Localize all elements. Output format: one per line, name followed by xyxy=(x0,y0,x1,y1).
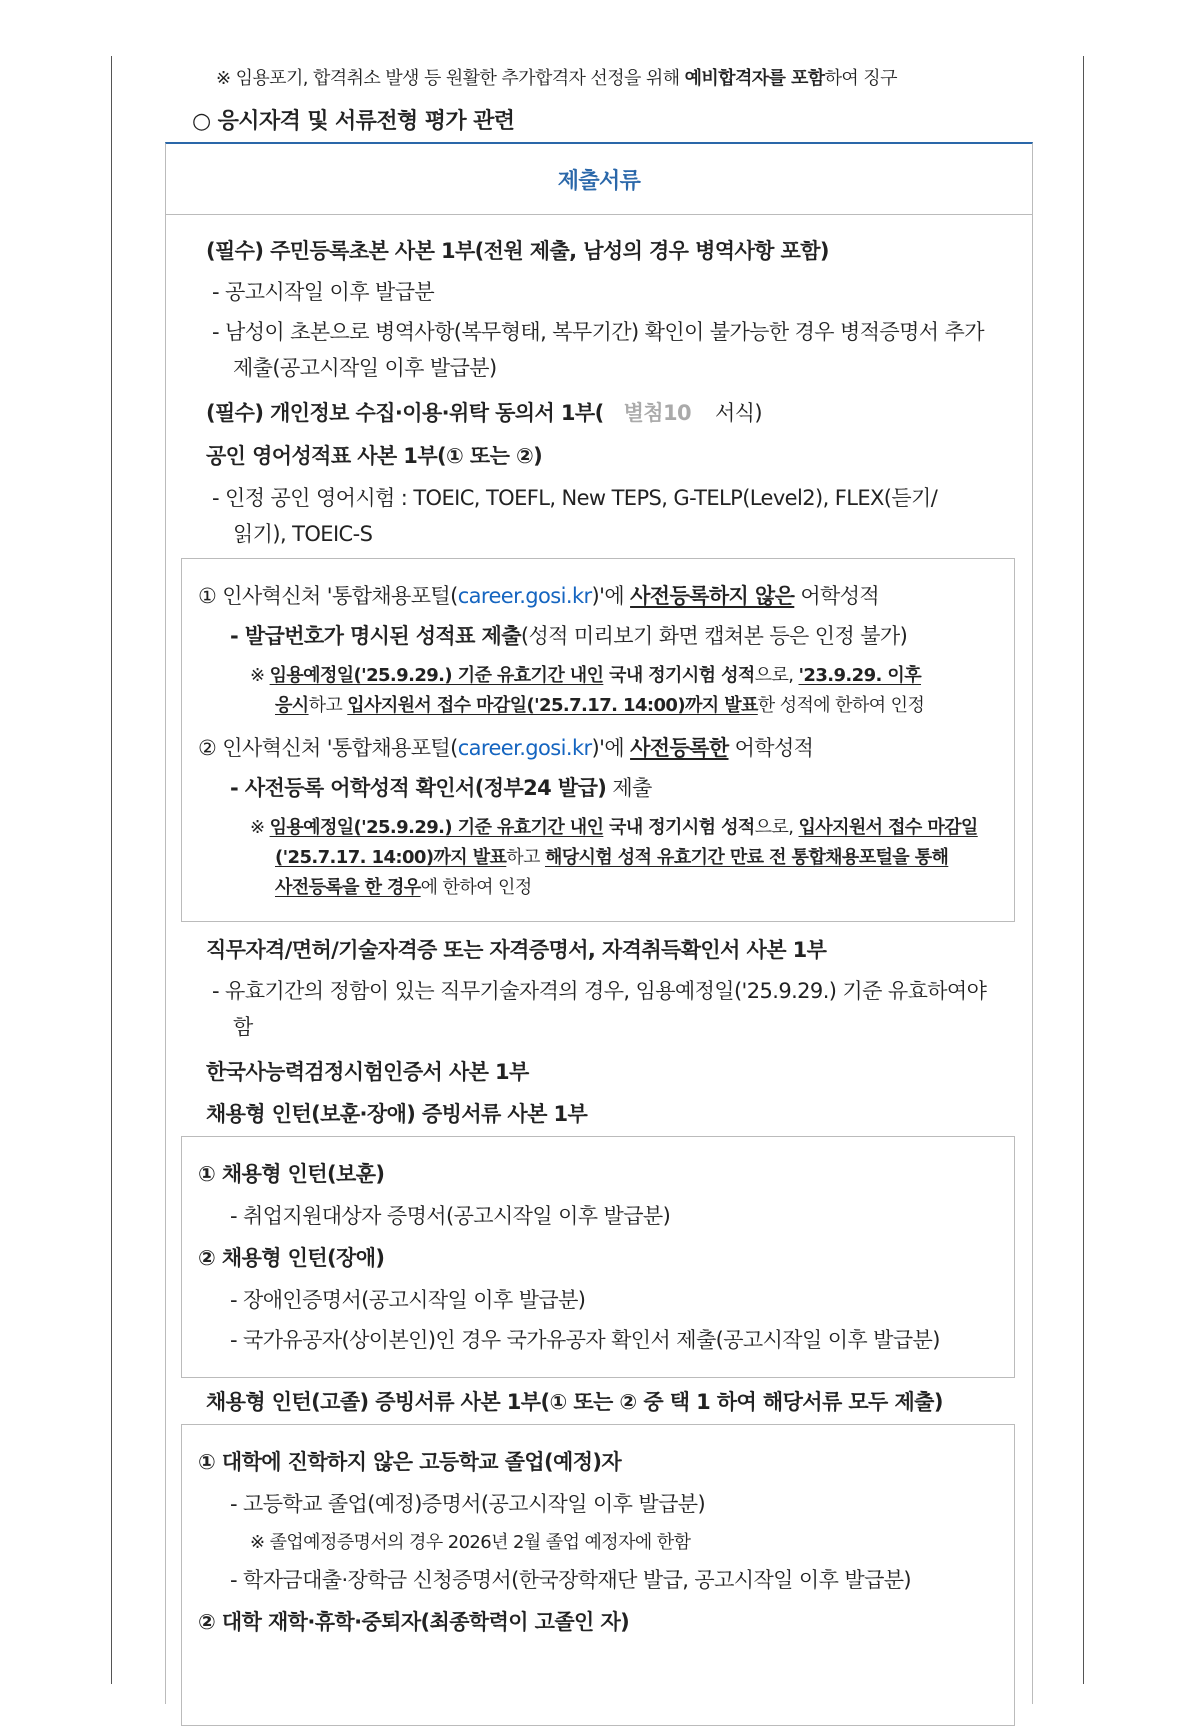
intern-vet-option-1: ① 채용형 인턴(보훈) xyxy=(198,1162,385,1186)
note-text: ※ 임용포기, 합격취소 발생 등 원활한 추가합격자 선정을 위해 xyxy=(216,68,685,89)
note-emphasis: 응시 xyxy=(275,695,309,716)
english-option-1-note xyxy=(250,661,921,687)
note-emphasis: 임용예정일('25.9.29.) 기준 유효기간 내인 xyxy=(269,665,604,686)
intern-vet-option-2: ② 채용형 인턴(장애) xyxy=(198,1246,385,1270)
resident-item: - 남성이 초본으로 병역사항(복무형태, 복무기간) 확인이 불가능한 경우 병적증명서 추가 xyxy=(212,320,984,344)
note-bold: 국내 정기시험 성적 xyxy=(603,665,755,686)
intern-hs-option-1: ① 대학에 진학하지 않은 고등학교 졸업(예정)자 xyxy=(198,1450,622,1474)
option-text: 어학성적 xyxy=(794,584,880,608)
english-option-2-note-cont xyxy=(275,843,948,869)
note-text: 으로, xyxy=(754,665,799,686)
option-text: )'에 xyxy=(591,736,631,760)
note-emphasis: 임용예정일('25.9.29.) 기준 유효기간 내인 xyxy=(269,817,604,838)
note-text: 하고 xyxy=(308,695,348,716)
license-item: - 유효기간의 정함이 있는 직무기술자격의 경우, 임용예정일('25.9.29.) 기준 유효하여야 xyxy=(212,979,987,1003)
intern-vet-option-1-item: - 취업지원대상자 증명서(공고시작일 이후 발급분) xyxy=(230,1204,671,1228)
resident-heading: (필수) 주민등록초본 사본 1부(전원 제출, 남성의 경우 병역사항 포함) xyxy=(206,239,829,263)
intern-hs-option-1-item: - 학자금대출·장학금 신청증명서(한국장학재단 발급, 공고시작일 이후 발급분) xyxy=(230,1568,912,1592)
left-page-rule xyxy=(111,56,112,1684)
career-portal-link[interactable]: career.gosi.kr xyxy=(457,584,592,608)
history-cert-heading: 한국사능력검정시험인증서 사본 1부 xyxy=(206,1060,529,1084)
english-item-cont: 읽기), TOEIC-S xyxy=(233,522,373,546)
note-text: 하고 xyxy=(506,847,545,868)
note-emphasis: ('25.7.17. 14:00)까지 발표 xyxy=(275,847,507,868)
note-emphasis: 해당시험 성적 유효기간 만료 전 통합채용포털을 통해 xyxy=(544,847,949,868)
intern-hs-option-2: ② 대학 재학·휴학·중퇴자(최종학력이 고졸인 자) xyxy=(198,1610,630,1634)
note-emphasis: 사전등록을 한 경우 xyxy=(275,877,421,898)
career-portal-link[interactable]: career.gosi.kr xyxy=(457,736,592,760)
privacy-heading xyxy=(206,397,762,427)
english-item: - 인정 공인 영어시험 : TOEIC, TOEFL, New TEPS, G-TELP(Level2), FLEX(듣기/ xyxy=(212,486,938,510)
attachment-ref: 별첨10 xyxy=(623,401,691,425)
note-text: 으로, xyxy=(754,817,799,838)
english-option-1-dash xyxy=(230,620,907,650)
note-text: 하여 징구 xyxy=(824,68,897,89)
option-text: )'에 xyxy=(591,584,631,608)
dash-text: 제출 xyxy=(606,776,652,800)
english-option-2-note-cont xyxy=(275,873,532,899)
license-heading: 직무자격/면허/기술자격증 또는 자격증명서, 자격취득확인서 사본 1부 xyxy=(206,938,827,962)
note-text: 에 한하여 인정 xyxy=(420,877,532,898)
note-emphasis: '23.9.29. 이후 xyxy=(798,665,921,686)
english-option-2-note xyxy=(250,813,978,839)
english-heading: 공인 영어성적표 사본 1부(① 또는 ②) xyxy=(206,444,543,468)
intern-vet-option-2-item: - 장애인증명서(공고시작일 이후 발급분) xyxy=(230,1288,586,1312)
privacy-text: (필수) 개인정보 수집·이용·위탁 동의서 1부( xyxy=(206,401,604,425)
right-page-rule xyxy=(1083,56,1084,1684)
english-option-1 xyxy=(198,580,879,610)
note-bold: 국내 정기시험 성적 xyxy=(603,817,755,838)
reserve-candidate-note xyxy=(216,64,897,90)
option-text: ① 인사혁신처 '통합채용포털( xyxy=(198,584,458,608)
intern-vet-option-2-item: - 국가유공자(상이본인)인 경우 국가유공자 확인서 제출(공고시작일 이후 발급분) xyxy=(230,1328,940,1352)
note-text: 한 성적에 한하여 인정 xyxy=(757,695,925,716)
note-mark: ※ xyxy=(250,665,270,686)
resident-item-cont: 제출(공고시작일 이후 발급분) xyxy=(233,356,497,380)
option-text: 어학성적 xyxy=(728,736,814,760)
option-text: ② 인사혁신처 '통합채용포털( xyxy=(198,736,458,760)
note-mark: ※ xyxy=(250,817,270,838)
dash-bold: - 발급번호가 명시된 성적표 제출 xyxy=(230,624,521,648)
intern-vet-heading: 채용형 인턴(보훈·장애) 증빙서류 사본 1부 xyxy=(206,1102,588,1126)
note-emphasis: 입사지원서 접수 마감일 xyxy=(798,817,978,838)
dash-text: (성적 미리보기 화면 캡쳐본 등은 인정 불가) xyxy=(520,624,908,648)
note-bold: 예비합격자를 포함 xyxy=(684,68,825,89)
license-item-cont: 함 xyxy=(233,1015,253,1039)
section-title: ○ 응시자격 및 서류전형 평가 관련 xyxy=(192,109,515,134)
intern-hs-option-1-note: ※ 졸업예정증명서의 경우 2026년 2월 졸업 예정자에 한함 xyxy=(250,1532,691,1553)
dash-bold: - 사전등록 어학성적 확인서(정부24 발급) xyxy=(230,776,607,800)
box-header: 제출서류 xyxy=(166,144,1032,215)
intern-hs-heading: 채용형 인턴(고졸) 증빙서류 사본 1부(① 또는 ② 중 택 1 하여 해당서류 모두 제출) xyxy=(206,1390,943,1414)
english-option-2-dash xyxy=(230,772,652,802)
english-option-2 xyxy=(198,732,813,762)
resident-item: - 공고시작일 이후 발급분 xyxy=(212,280,435,304)
english-option-1-note-cont xyxy=(275,691,924,717)
intern-hs-option-1-item: - 고등학교 졸업(예정)증명서(공고시작일 이후 발급분) xyxy=(230,1492,706,1516)
option-emphasis: 사전등록한 xyxy=(630,736,729,760)
option-emphasis: 사전등록하지 않은 xyxy=(630,584,795,608)
note-emphasis: 입사지원서 접수 마감일('25.7.17. 14:00)까지 발표 xyxy=(347,695,758,716)
privacy-text: 서식) xyxy=(715,401,762,425)
